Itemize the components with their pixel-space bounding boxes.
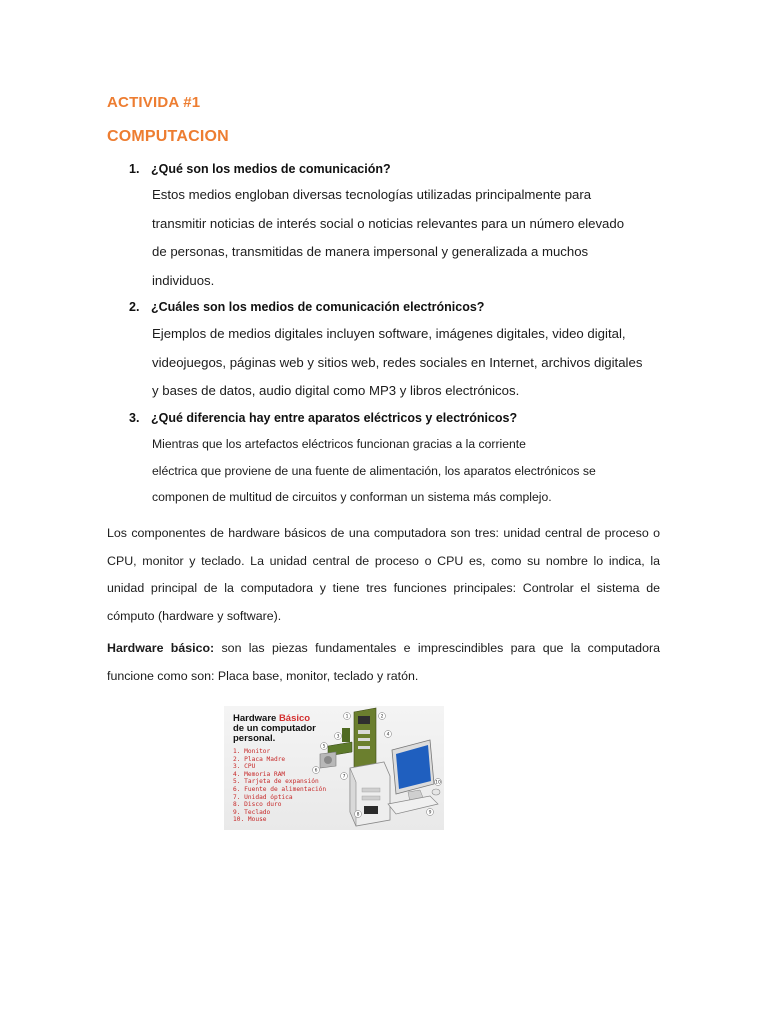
paragraph-line: Los componentes de hardware básicos de una computadora son tres: unidad central de proceso o [107,526,660,540]
component-item: 4. Memoria RAM [233,770,286,778]
paragraph-text: son las piezas fundamentales e imprescindibles para que la computadora [214,641,660,655]
question-number: 2. [129,300,140,314]
hardware-paragraph [107,520,660,630]
answer-line: videojuegos, páginas web y sitios web, redes sociales en Internet, archivos digitales [152,354,643,370]
component-item: 10. Mouse [233,816,267,824]
callout-label: 10 [435,780,441,786]
question-2 [129,300,484,314]
figure-title-text: de un computador [233,723,316,734]
answer-line: componen de multitud de circuitos y conforman un sistema más complejo. [152,490,552,504]
answer-line: transmitir noticias de interés social o noticias relevantes para un número elevado [152,215,625,231]
paragraph-line: cómputo (hardware y software). [107,608,282,623]
power-supply-icon [320,752,336,768]
component-item: 6. Fuente de alimentación [233,785,327,793]
component-item: 8. Disco duro [233,801,282,809]
component-item: 9. Teclado [233,808,271,816]
component-item: 1. Monitor [233,748,271,755]
monitor-icon [392,740,434,802]
answer-line: eléctrica que proviene de una fuente de alimentación, los aparatos electrónicos se [152,463,596,478]
computer-illustration [224,706,444,830]
mouse-icon [432,789,440,795]
answer-line: y bases de datos, audio digital como MP3 y libros electrónicos. [152,383,520,398]
callout-label: 5 [322,744,326,750]
activity-title: ACTIVIDA #1 [107,94,201,111]
answer-line: de personas, transmitidas de manera impersonal y generalizada a muchos [152,244,589,259]
question-text: ¿Qué son los medios de comunicación? [151,162,391,176]
callout-label: 6 [314,768,318,774]
callout-label: 9 [428,810,432,816]
callout-label: 3 [336,734,340,740]
component-item: 3. CPU [233,763,256,771]
answer-line: Estos medios engloban diversas tecnologías utilizadas principalmente para [152,187,592,202]
hardware-figure [224,706,444,830]
question-3 [129,411,517,425]
answer-2 [152,320,672,406]
hard-disk-icon [364,806,378,814]
paragraph-line [107,635,660,663]
callout-label: 7 [342,774,346,780]
paragraph-line: unidad principal de la computadora y tiene tres funciones principales: Controlar el sistema de [107,581,660,595]
callout-label: 2 [380,714,384,720]
callout-label: 8 [356,812,360,818]
answer-line: Ejemplos de medios digitales incluyen software, imágenes digitales, video digital, [152,326,626,341]
answer-line: individuos. [152,272,215,288]
question-number: 3. [129,411,140,425]
callout-label: 1 [345,714,349,720]
answer-3 [152,431,672,511]
answer-line: Mientras que los artefactos eléctricos funcionan gracias a la corriente [152,437,526,451]
ram-icon [342,728,350,742]
motherboard-icon [354,708,376,768]
figure-title-highlight: Básico [278,713,311,724]
question-text: ¿Qué diferencia hay entre aparatos eléctricos y electrónicos? [151,411,518,425]
figure-title-text: Hardware [233,713,279,724]
basic-hardware-paragraph [107,635,660,690]
figure-title-text: personal. [233,733,276,744]
subject-title: COMPUTACION [107,128,229,145]
question-1 [129,162,391,176]
question-text: ¿Cuáles son los medios de comunicación electrónicos? [151,300,485,314]
callout-label: 4 [386,732,390,738]
paragraph-line: CPU, monitor y teclado. La unidad central de proceso o CPU es, como su nombre lo indica, la [107,553,660,568]
component-item: 7. Unidad óptica [233,793,293,801]
component-item: 5. Tarjeta de expansión [233,778,319,786]
paragraph-line: funcione como son: Placa base, monitor, teclado y ratón. [107,668,419,683]
component-item: 2. Placa Madre [233,755,286,763]
basic-hardware-label: Hardware básico: [107,641,215,655]
question-number: 1. [129,162,140,176]
answer-1 [152,181,672,295]
